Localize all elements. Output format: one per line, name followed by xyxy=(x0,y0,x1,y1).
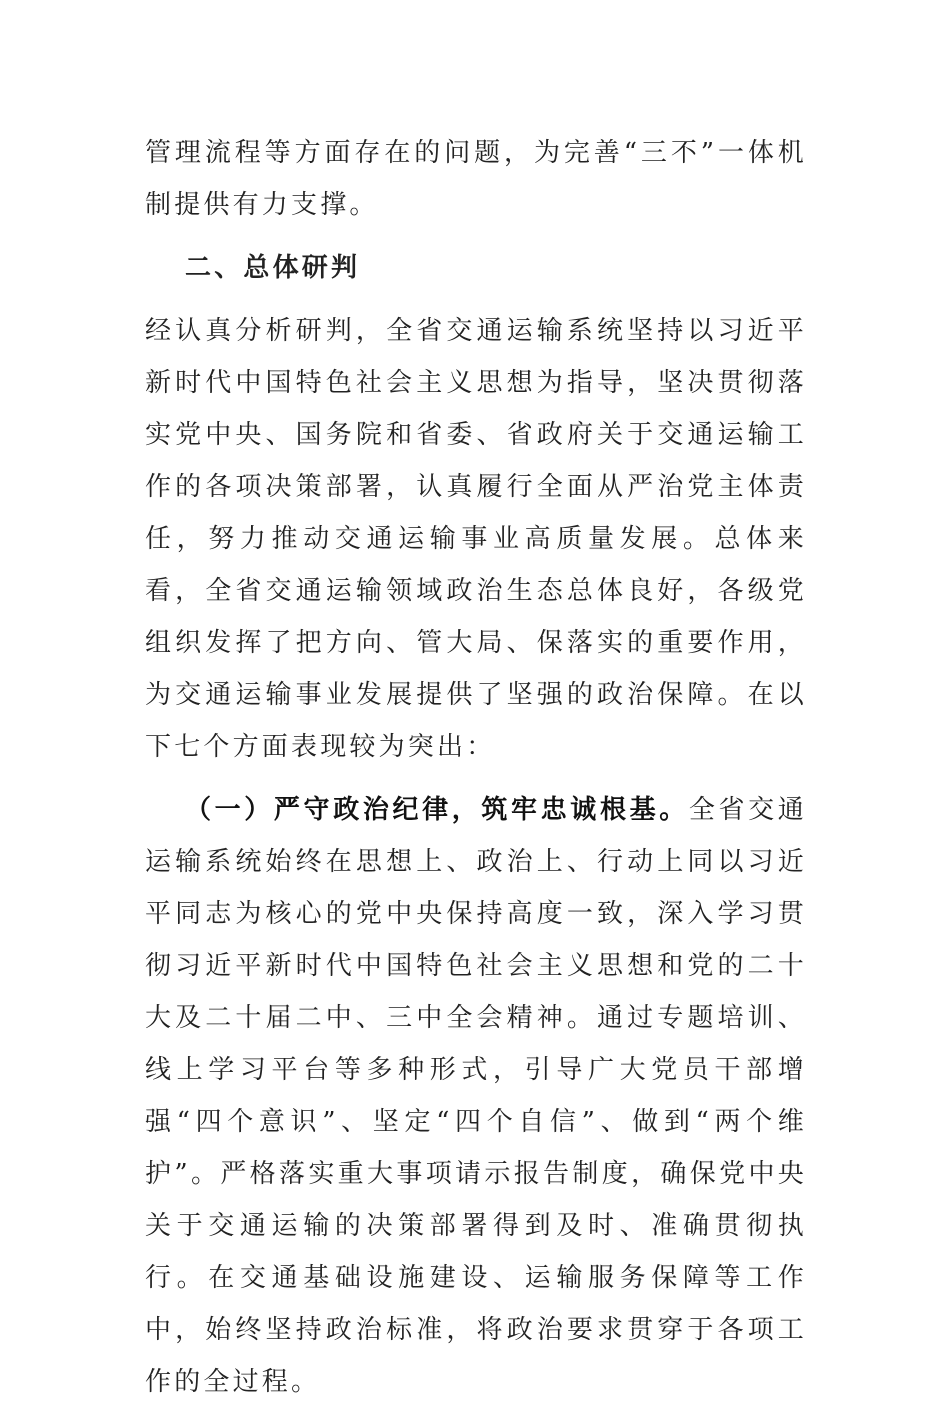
intro-continuation-paragraph: 管理流程等方面存在的问题，为完善“三不”一体机制提供有力支撑。 xyxy=(145,138,807,220)
document-body xyxy=(145,127,807,1408)
section-heading-overall-assessment: 二、总体研判 xyxy=(185,253,361,283)
subsection-1-paragraph xyxy=(145,784,807,1408)
subsection-1-title: （一）严守政治纪律，筑牢忠诚根基。 xyxy=(185,795,689,825)
subsection-1-body: 全省交通运输系统始终在思想上、政治上、行动上同以习近平同志为核心的党中央保持高度一致，深入学习贯彻习近平新时代中国特色社会主义思想和党的二十大及二十届二中、三中全会精神。通过专题培训、线上学习平台等多种形式，引导广大党员干部增强“四个意识”、坚定“四个自信”、做到“两个维护”。严格落实重大事项请示报告制度，确保党中央关于交通运输的决策部署得到及时、准确贯彻执行。在交通基础设施建设、运输服务保障等工作中，始终坚持政治标准，将政治要求贯穿于各项工作的全过程。 xyxy=(145,795,807,1397)
overall-assessment-paragraph: 经认真分析研判，全省交通运输系统坚持以习近平新时代中国特色社会主义思想为指导，坚决贯彻落实党中央、国务院和省委、省政府关于交通运输工作的各项决策部署，认真履行全面从严治党主体责任，努力推动交通运输事业高质量发展。总体来看，全省交通运输领域政治生态总体良好，各级党组织发挥了把方向、管大局、保落实的重要作用，为交通运输事业发展提供了坚强的政治保障。在以下七个方面表现较为突出： xyxy=(145,316,807,762)
